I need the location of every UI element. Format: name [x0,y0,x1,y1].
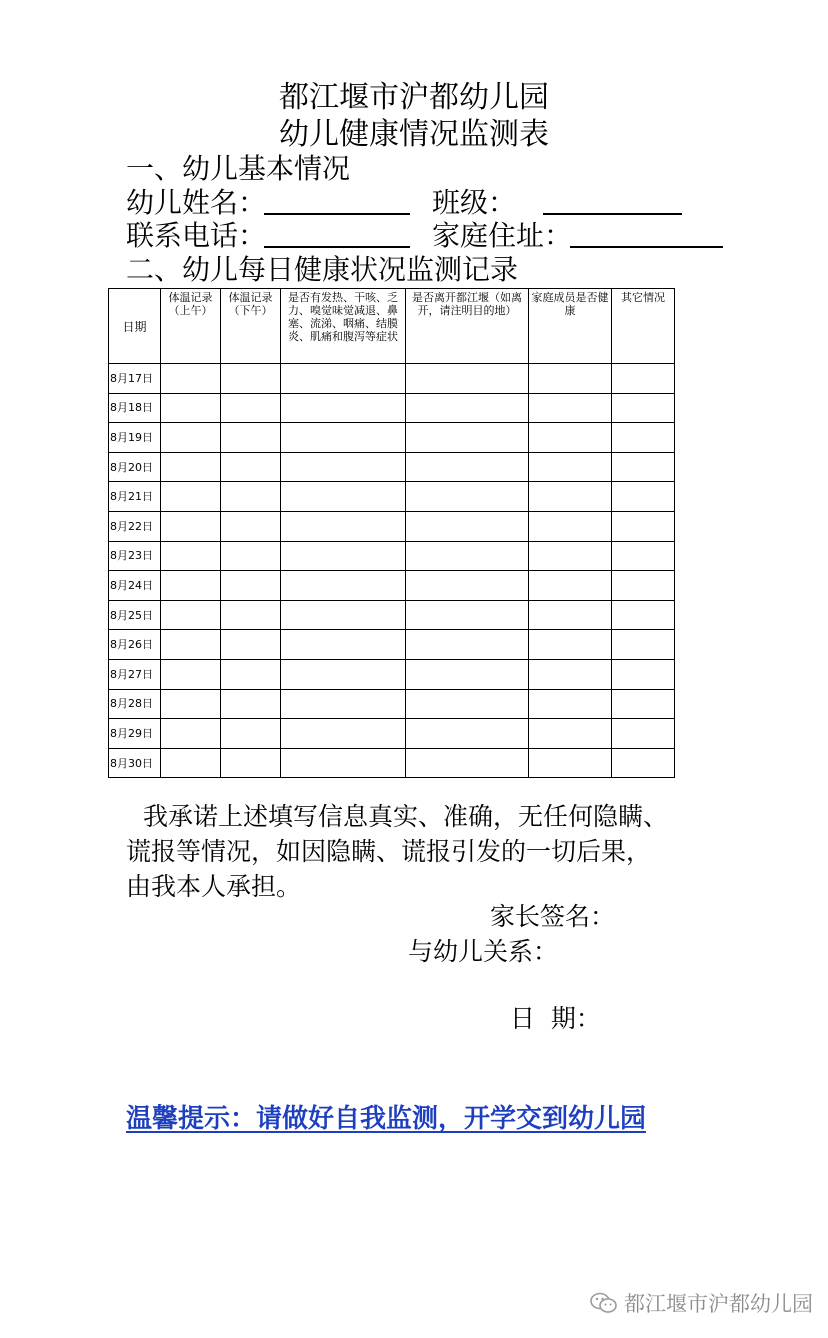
entry-cell[interactable] [612,719,675,749]
entry-cell[interactable] [406,600,529,630]
date-cell: 8月21日 [109,482,161,512]
entry-cell[interactable] [221,630,281,660]
entry-cell[interactable] [161,659,221,689]
entry-cell[interactable] [406,571,529,601]
pledge-line-3: 由我本人承担。 [126,872,302,901]
class-field[interactable] [543,213,682,215]
entry-cell[interactable] [529,364,612,394]
section2-heading: 二、幼儿每日健康状况监测记录 [126,253,519,286]
date-cell: 8月20日 [109,452,161,482]
entry-cell[interactable] [406,689,529,719]
table-row [109,452,675,482]
entry-cell[interactable] [406,748,529,778]
entry-cell[interactable] [406,719,529,749]
entry-cell[interactable] [612,541,675,571]
entry-cell[interactable] [221,600,281,630]
entry-cell[interactable] [529,719,612,749]
entry-cell[interactable] [161,719,221,749]
entry-cell[interactable] [161,482,221,512]
entry-cell[interactable] [529,630,612,660]
pledge-line-1: 我承诺上述填写信息真实、准确，无任何隐瞒、 [143,802,669,831]
pledge-line-2: 谎报等情况，如因隐瞒、谎报引发的一切后果， [126,837,652,866]
header-family-health: 家庭成员是否健康 [529,289,612,364]
entry-cell[interactable] [281,600,406,630]
entry-cell[interactable] [406,630,529,660]
entry-cell[interactable] [161,541,221,571]
table-row [109,423,675,453]
table-row [109,630,675,660]
entry-cell[interactable] [612,689,675,719]
table-row [109,393,675,423]
form-title: 幼儿健康情况监测表 [279,117,549,152]
school-name: 都江堰市沪都幼儿园 [279,80,549,115]
entry-cell[interactable] [612,423,675,453]
entry-cell[interactable] [406,541,529,571]
entry-cell[interactable] [161,571,221,601]
entry-cell[interactable] [221,423,281,453]
header-temp-morning: 体温记录（上午） [161,289,221,364]
date-cell: 8月19日 [109,423,161,453]
watermark [590,1288,813,1318]
entry-cell[interactable] [612,364,675,394]
entry-cell[interactable] [281,393,406,423]
entry-cell[interactable] [161,630,221,660]
entry-cell[interactable] [612,630,675,660]
table-header-row [109,289,675,364]
date-cell: 8月28日 [109,689,161,719]
entry-cell[interactable] [281,423,406,453]
date-cell: 8月22日 [109,511,161,541]
entry-cell[interactable] [529,600,612,630]
entry-cell[interactable] [281,541,406,571]
class-label: 班级： [432,186,517,219]
entry-cell[interactable] [529,659,612,689]
entry-cell[interactable] [221,541,281,571]
header-left-city: 是否离开都江堰（如离开，请注明目的地） [406,289,529,364]
date-cell: 8月24日 [109,571,161,601]
entry-cell[interactable] [529,689,612,719]
entry-cell[interactable] [612,748,675,778]
header-temp-afternoon: 体温记录（下午） [221,289,281,364]
child-name-field[interactable] [264,213,410,215]
reminder-tip: 温馨提示：请做好自我监测，开学交到幼儿园 [126,1104,647,1134]
table-row [109,748,675,778]
entry-cell[interactable] [281,571,406,601]
date-cell: 8月17日 [109,364,161,394]
date-cell: 8月25日 [109,600,161,630]
date-cell: 8月26日 [109,630,161,660]
table-row [109,600,675,630]
entry-cell[interactable] [281,630,406,660]
entry-cell[interactable] [281,452,406,482]
entry-cell[interactable] [529,748,612,778]
table-row [109,541,675,571]
table-row [109,511,675,541]
entry-cell[interactable] [281,689,406,719]
header-date: 日期 [109,289,161,364]
entry-cell[interactable] [161,689,221,719]
address-field[interactable] [570,246,723,248]
entry-cell[interactable] [281,364,406,394]
entry-cell[interactable] [612,393,675,423]
entry-cell[interactable] [406,659,529,689]
entry-cell[interactable] [161,748,221,778]
entry-cell[interactable] [161,511,221,541]
date-cell: 8月30日 [109,748,161,778]
entry-cell[interactable] [221,452,281,482]
entry-cell[interactable] [221,364,281,394]
entry-cell[interactable] [612,511,675,541]
entry-cell[interactable] [221,482,281,512]
entry-cell[interactable] [529,511,612,541]
child-name-label: 幼儿姓名： [126,186,267,219]
entry-cell[interactable] [612,659,675,689]
entry-cell[interactable] [529,541,612,571]
entry-cell[interactable] [221,719,281,749]
wechat-icon [590,1291,618,1315]
entry-cell[interactable] [529,423,612,453]
table-row [109,482,675,512]
section1-heading: 一、幼儿基本情况 [126,152,351,185]
date-cell: 8月18日 [109,393,161,423]
entry-cell[interactable] [161,423,221,453]
entry-cell[interactable] [529,482,612,512]
health-monitoring-table [108,288,675,778]
entry-cell[interactable] [161,452,221,482]
phone-label: 联系电话： [126,219,267,252]
entry-cell[interactable] [612,452,675,482]
entry-cell[interactable] [406,511,529,541]
entry-cell[interactable] [281,511,406,541]
entry-cell[interactable] [221,659,281,689]
watermark-text: 都江堰市沪都幼儿园 [624,1292,813,1316]
entry-cell[interactable] [161,600,221,630]
entry-cell[interactable] [281,659,406,689]
relation-label: 与幼儿关系： [408,937,559,966]
entry-cell[interactable] [221,393,281,423]
entry-cell[interactable] [612,482,675,512]
table-row [109,689,675,719]
parent-signature-label: 家长签名： [490,902,616,931]
entry-cell[interactable] [529,393,612,423]
entry-cell[interactable] [161,393,221,423]
table-row [109,364,675,394]
entry-cell[interactable] [612,571,675,601]
entry-cell[interactable] [281,482,406,512]
date-cell: 8月27日 [109,659,161,689]
entry-cell[interactable] [529,452,612,482]
entry-cell[interactable] [161,364,221,394]
entry-cell[interactable] [221,511,281,541]
header-symptoms: 是否有发热、干咳、乏力、嗅觉味觉减退、鼻塞、流涕、咽痛、结膜炎、肌痛和腹泻等症状 [281,289,406,364]
header-other: 其它情况 [612,289,675,364]
entry-cell[interactable] [281,719,406,749]
entry-cell[interactable] [406,452,529,482]
phone-field[interactable] [264,246,410,248]
table-row [109,659,675,689]
entry-cell[interactable] [221,571,281,601]
date-cell: 8月23日 [109,541,161,571]
entry-cell[interactable] [406,364,529,394]
entry-cell[interactable] [221,748,281,778]
address-label: 家庭住址： [432,219,573,252]
sign-date-label: 日 期： [510,1004,601,1033]
table-row [109,719,675,749]
entry-cell[interactable] [406,393,529,423]
entry-cell[interactable] [612,600,675,630]
entry-cell[interactable] [406,482,529,512]
date-cell: 8月29日 [109,719,161,749]
entry-cell[interactable] [281,748,406,778]
entry-cell[interactable] [221,689,281,719]
table-row [109,571,675,601]
entry-cell[interactable] [529,571,612,601]
entry-cell[interactable] [406,423,529,453]
